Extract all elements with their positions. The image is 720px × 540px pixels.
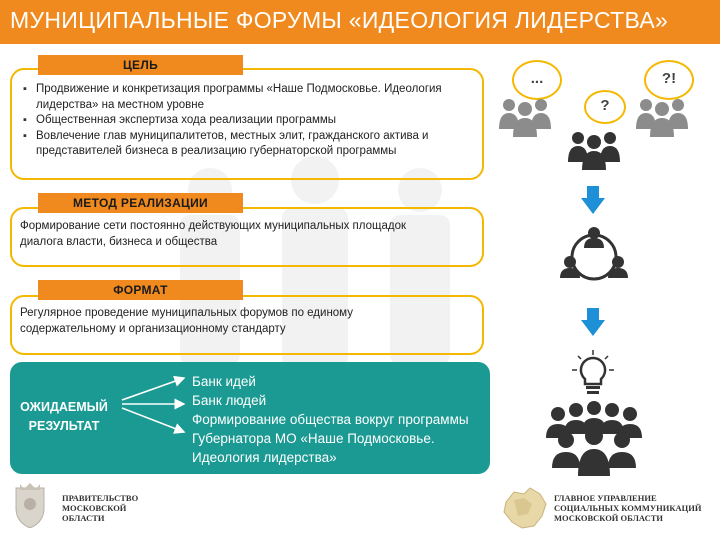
network-meeting-icon <box>560 226 628 288</box>
region-map-logo <box>500 486 550 530</box>
result-label-line1: ОЖИДАЕМЫЙ <box>20 400 108 414</box>
footer-right-line: СОЦИАЛЬНЫХ КОММУНИКАЦИЙ <box>554 503 702 513</box>
footer-right-text <box>554 493 702 523</box>
footer-left-line: МОСКОВСКОЙ <box>62 503 127 513</box>
method-text: Формирование сети постоянно действующих муниципальных площадок диалога власти, бизнеса и общества <box>20 220 406 248</box>
result-label <box>14 398 114 436</box>
arrow-down-icon <box>581 186 605 214</box>
result-item: Банк идей <box>192 374 256 389</box>
result-item: Формирование общества вокруг программы Губернатора МО «Наше Подмосковье. Идеология лидерства» <box>192 412 469 465</box>
lightbulb-icon <box>572 350 614 396</box>
format-text: Регулярное проведение муниципальных форумов по единому содержательному и организационному стандарту <box>20 307 353 335</box>
footer-left-line: ПРАВИТЕЛЬСТВО <box>62 493 139 503</box>
arrow-down-icon <box>581 308 605 336</box>
goal-item: ▪ Продвижение и конкретизация программы «Наше Подмосковье. Идеология лидерства» на местном уровне <box>36 82 477 113</box>
format-label: ФОРМАТ <box>38 280 243 300</box>
result-item: Банк людей <box>192 393 267 408</box>
footer-right-line: ГЛАВНОЕ УПРАВЛЕНИЕ <box>554 493 657 503</box>
crowd-people-icon <box>546 400 642 476</box>
people-group-gray-icon <box>634 95 690 137</box>
people-group-gray-icon <box>497 95 553 137</box>
goal-item: ▪ Вовлечение глав муниципалитетов, местных элит, гражданского актива и представителей бизнеса в реализацию губернаторской программы <box>36 129 477 160</box>
goal-text <box>22 82 477 160</box>
footer-left-text <box>62 493 138 523</box>
result-list <box>192 372 472 467</box>
goal-label: ЦЕЛЬ <box>38 55 243 75</box>
page-title: МУНИЦИПАЛЬНЫЕ ФОРУМЫ «ИДЕОЛОГИЯ ЛИДЕРСТВА» <box>10 7 669 33</box>
goal-list <box>22 82 477 160</box>
goal-item: ▪ Общественная экспертиза хода реализации программы <box>36 113 477 129</box>
footer-right-line: МОСКОВСКОЙ ОБЛАСТИ <box>554 513 664 523</box>
header-bar <box>0 0 720 44</box>
result-label-line2: РЕЗУЛЬТАТ <box>28 419 100 433</box>
result-arrows <box>118 372 192 438</box>
speech-bubble-question: ? <box>584 90 626 124</box>
people-group-dark-icon <box>566 128 622 170</box>
method-label: МЕТОД РЕАЛИЗАЦИИ <box>38 193 243 213</box>
speech-bubble-exclaim: ?! <box>644 60 694 100</box>
coat-of-arms-logo <box>12 482 48 528</box>
footer-left-line: ОБЛАСТИ <box>62 513 105 523</box>
speech-bubble-ellipsis: ... <box>512 60 562 100</box>
